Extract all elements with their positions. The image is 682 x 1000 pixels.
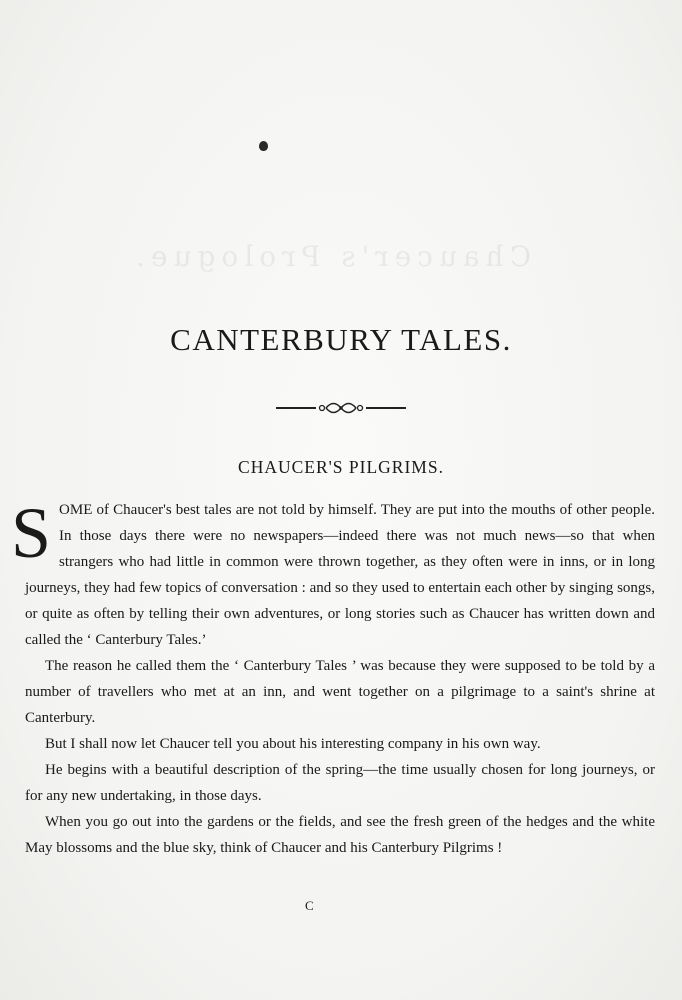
section-heading: CHAUCER'S PILGRIMS. [238,457,444,477]
paragraph-5: When you go out into the gardens or the fields, and see the fresh green of the hedges and the white May blossoms and the blue sky, think of Chaucer and his Canterbury Pilgrims ! [25,814,655,856]
paragraph-2: The reason he called them the ‘ Canterbury Tales ’ was because they were supposed to be told by a number of travellers who met at an inn, and went together on a pilgrimage to a saint's shrine at Canterbury. [25,658,655,726]
paragraph-1 [11,493,655,653]
paragraph-1-text: OME of Chaucer's best tales are not told by himself. They are put into the mouths of other people. In those days there were no newspapers—indeed there was not much news—so that when strangers who had little in common were thrown together, as they often were in inns, or in long journeys, they had few topics of conversation : and so they used to entertain each other by singing songs, or quite as often by telling their own adventures, or long stories such as Chaucer has written down and called the ‘ Canterbury Tales.’ [25,502,655,648]
paragraph-4: He begins with a beautiful description of the spring—the time usually chosen for long journeys, or for any new undertaking, in those days. [25,762,655,804]
drop-cap: S [11,493,52,573]
ink-dot [259,141,268,151]
ornament-divider-icon [276,400,406,416]
body-text [11,493,655,861]
signature-mark: C [305,898,314,913]
paragraph-3: But I shall now let Chaucer tell you about his interesting company in his own way. [45,736,541,752]
bleed-through-text: Chaucer's Prologue. [130,240,532,273]
page-title: CANTERBURY TALES. [170,322,512,357]
